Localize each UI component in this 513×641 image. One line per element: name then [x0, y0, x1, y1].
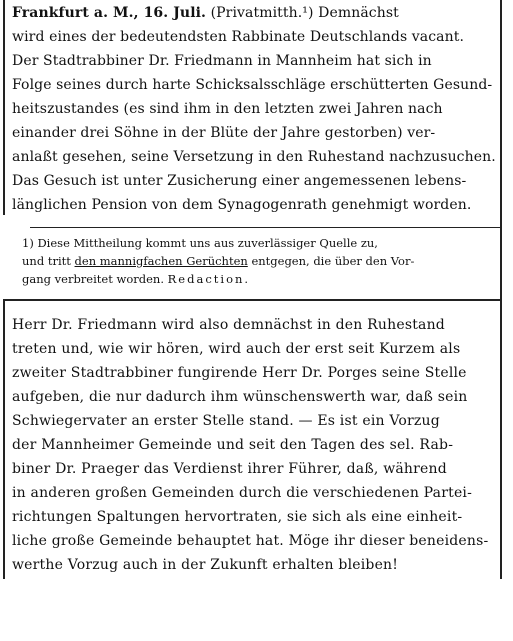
article-line: Schwiegervater an erster Stelle stand. — Es ist ein Vorzug [12, 414, 440, 429]
footnote-text: und tritt [22, 256, 71, 268]
article-line [12, 6, 498, 23]
article-line: wird eines der bedeutendsten Rabbinate Deutschlands vacant. [12, 30, 465, 45]
article-line: aufgeben, die nur dadurch ihm wünschenswerth war, daß sein [12, 390, 468, 405]
article-line: treten und, wie wir hören, wird auch der erst seit Kurzem als [12, 342, 461, 357]
article-line: zweiter Stadtrabbiner fungirende Herr Dr. Porges seine Stelle [12, 366, 467, 381]
clipping-top-border [3, 299, 502, 301]
article-line: anlaßt gesehen, seine Versetzung in den Ruhestand nachzusuchen. [12, 150, 496, 165]
right-column-rule [500, 0, 502, 579]
article-dateline: Frankfurt a. M., 16. Juli. [12, 6, 207, 21]
footnote-text: gang verbreitet worden. [22, 274, 164, 286]
article-line: biner Dr. Praeger das Verdienst ihrer Führer, daß, während [12, 462, 447, 477]
article-line: liche große Gemeinde behauptet hat. Möge ihr dieser beneidens- [12, 534, 489, 549]
footnote-text: entgegen, die über den Vor- [251, 256, 415, 268]
footnote-signature: Redaction. [167, 274, 251, 286]
footnote-line [22, 274, 498, 288]
article-line: Der Stadtrabbiner Dr. Friedmann in Mannheim hat sich in [12, 54, 432, 69]
footnote-line: 1) Diese Mittheilung kommt uns aus zuverlässiger Quelle zu, [22, 238, 378, 250]
article-line: einander drei Söhne in der Blüte der Jahre gestorben) ver- [12, 126, 436, 141]
article-line: Das Gesuch ist unter Zusicherung einer angemessenen lebens- [12, 174, 467, 189]
article-line: heitszustandes (es sind ihm in den letzten zwei Jahren nach [12, 102, 443, 117]
article-line: werthe Vorzug auch in der Zukunft erhalten bleiben! [12, 558, 399, 573]
footnote-underlined-text: den mannigfachen Gerüchten [74, 256, 248, 268]
article-line: in anderen großen Gemeinden durch die verschiedenen Partei- [12, 486, 473, 501]
footnote-line [22, 256, 498, 270]
article-line: richtungen Spaltungen hervortraten, sie sich als eine einheit- [12, 510, 463, 525]
footnote-separator [30, 227, 500, 228]
article-line: länglichen Pension von dem Synagogenrath genehmigt worden. [12, 198, 472, 213]
article-line-text: (Privatmitth.¹) Demnächst [210, 6, 399, 21]
left-column-rule-bottom [3, 300, 5, 579]
article-line: Folge seines durch harte Schicksalsschläge erschütterten Gesund- [12, 78, 493, 93]
left-column-rule-top [3, 0, 5, 215]
article-line: der Mannheimer Gemeinde und seit den Tagen des sel. Rab- [12, 438, 454, 453]
article-line: Herr Dr. Friedmann wird also demnächst in den Ruhestand [12, 318, 445, 333]
